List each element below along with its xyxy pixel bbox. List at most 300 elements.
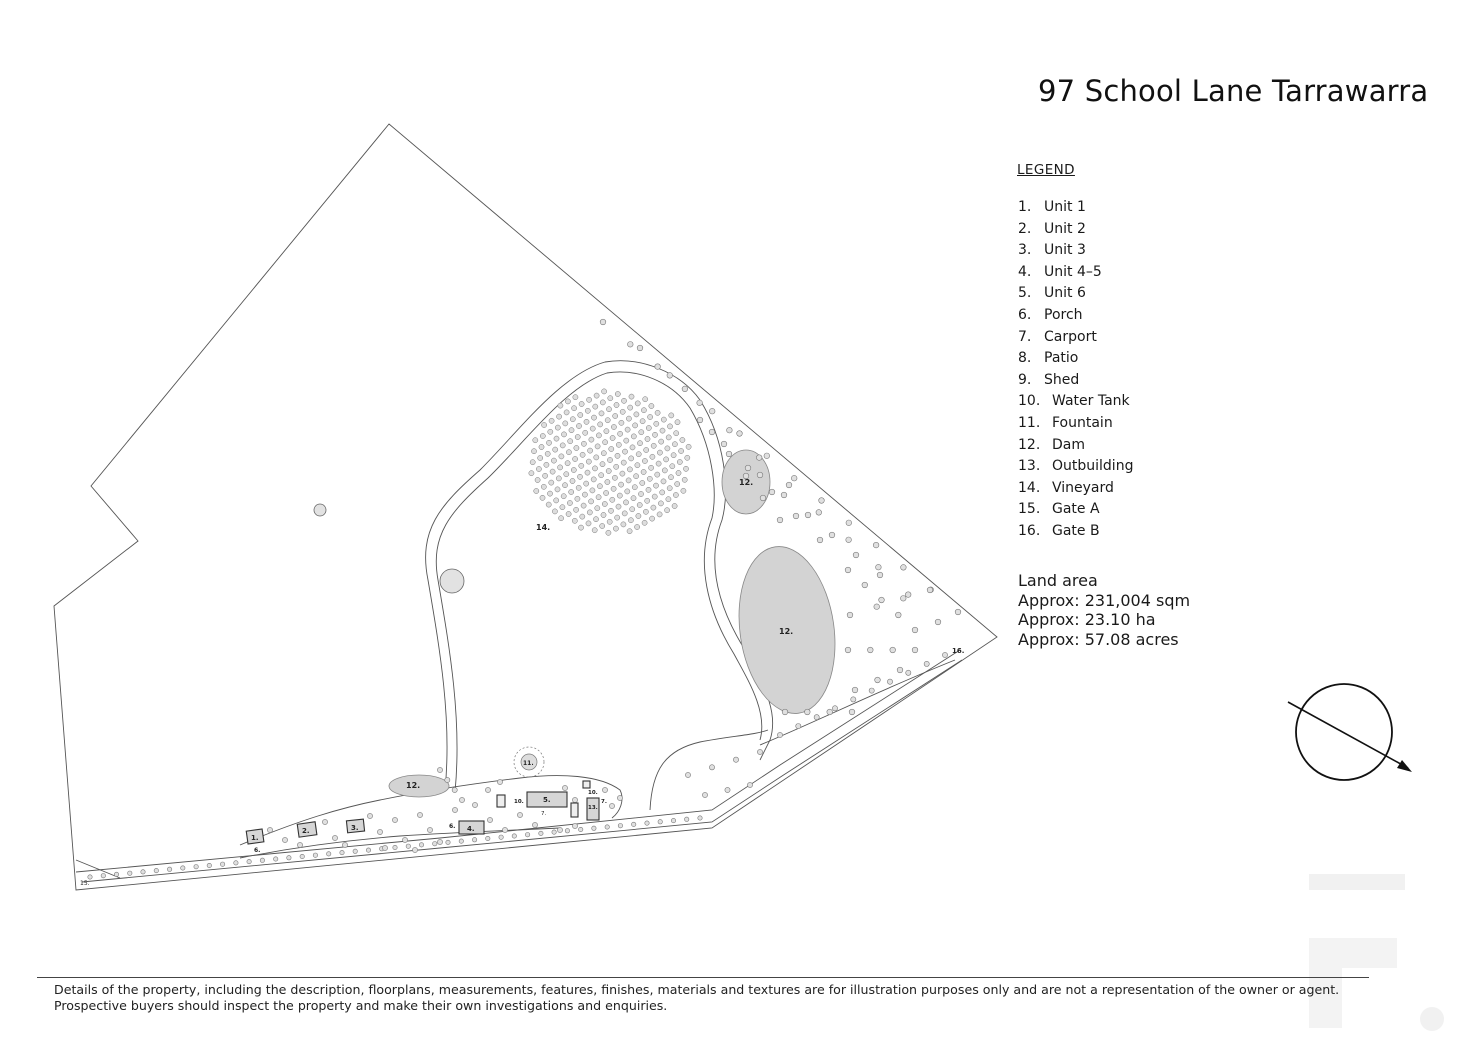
tree [846, 537, 852, 543]
tree [618, 824, 622, 828]
legend-item [1018, 240, 1133, 262]
label-porch-a: 6. [254, 847, 261, 854]
tree [819, 498, 825, 504]
tree [588, 448, 593, 453]
tree [561, 432, 566, 437]
tree [340, 850, 344, 854]
tree-cluster [88, 319, 961, 879]
tree [610, 435, 615, 440]
tree [680, 437, 685, 442]
tree [757, 749, 762, 754]
tree [817, 537, 823, 543]
tree [606, 530, 611, 535]
legend-label: Carport [1044, 328, 1097, 345]
legend-number: 11. [1018, 414, 1041, 431]
tree [846, 520, 852, 526]
tree [671, 818, 675, 822]
legend-label: Unit 6 [1044, 285, 1086, 302]
tree [657, 450, 662, 455]
tree [646, 487, 651, 492]
tree [546, 502, 551, 507]
label-carport: 7. [601, 799, 607, 805]
legend-number: 15. [1018, 501, 1041, 518]
tree [586, 521, 591, 526]
label-dam-large: 12. [779, 627, 794, 636]
solitary-tree [314, 504, 326, 516]
tree [600, 523, 605, 528]
legend-number: 7. [1018, 328, 1032, 345]
tree [614, 464, 619, 469]
tree [632, 485, 637, 490]
tree [621, 522, 626, 527]
water-tank-small [583, 781, 590, 788]
tree [327, 852, 331, 856]
tree [906, 670, 911, 675]
legend-item [1018, 521, 1133, 543]
tree [682, 477, 687, 482]
tree [847, 612, 853, 618]
tree [602, 787, 607, 792]
legend-number: 4. [1018, 263, 1032, 280]
tree [566, 450, 571, 455]
tree [625, 489, 630, 494]
tree [650, 454, 655, 459]
tree [877, 572, 883, 578]
tree [685, 455, 690, 460]
legend-label: Water Tank [1052, 393, 1130, 410]
tree [207, 863, 211, 867]
legend-item [1018, 456, 1133, 478]
tree [573, 395, 578, 400]
tree [805, 512, 811, 518]
tree [629, 456, 634, 461]
tree [697, 400, 703, 406]
tree [581, 503, 586, 508]
tree [587, 510, 592, 515]
legend-label: Patio [1044, 350, 1079, 367]
tree [551, 458, 556, 463]
tree [382, 845, 387, 850]
tree [640, 480, 645, 485]
tree [598, 422, 603, 427]
tree [845, 647, 851, 653]
legend-label: Dam [1052, 436, 1085, 453]
tree [814, 715, 819, 720]
tree [905, 592, 911, 598]
tree [377, 829, 382, 834]
legend-item [1018, 413, 1133, 435]
tree [566, 511, 571, 516]
tree [602, 389, 607, 394]
driveway-south-edge [82, 660, 962, 882]
tree [791, 475, 797, 481]
label-vineyard: 14. [536, 523, 551, 532]
tree [576, 485, 581, 490]
gate-a-flare [76, 860, 120, 878]
legend-label: Vineyard [1052, 479, 1114, 496]
tree [868, 647, 874, 653]
tree [570, 417, 575, 422]
tree [579, 401, 584, 406]
solitary-tree [440, 569, 464, 593]
tree [128, 871, 132, 875]
tree [88, 875, 92, 879]
tree [897, 667, 903, 673]
tree [639, 430, 644, 435]
label-gate-a: 15. [80, 880, 90, 887]
tree [608, 508, 613, 513]
tree [613, 413, 618, 418]
tree [760, 495, 766, 501]
label-gate-b: 16. [952, 647, 965, 655]
tree [652, 432, 657, 437]
tree [613, 526, 618, 531]
tree [901, 565, 907, 571]
tree [596, 433, 601, 438]
tree [649, 465, 654, 470]
tree [781, 492, 787, 498]
tree [601, 512, 606, 517]
tree [656, 461, 661, 466]
tree [757, 472, 763, 478]
tree [667, 424, 672, 429]
tree [546, 440, 551, 445]
tree [657, 512, 662, 517]
tree [662, 468, 667, 473]
tree [832, 706, 837, 711]
tree [114, 872, 118, 876]
tree [721, 441, 727, 447]
tree [623, 500, 628, 505]
tree [427, 827, 432, 832]
tree [437, 839, 442, 844]
tree [589, 499, 594, 504]
tree [650, 516, 655, 521]
tree [417, 812, 422, 817]
tree [642, 520, 647, 525]
tree [486, 836, 490, 840]
tree [627, 529, 632, 534]
legend-label: Unit 4–5 [1044, 263, 1102, 280]
tree [777, 732, 782, 737]
tree [786, 482, 792, 488]
tree [367, 813, 372, 818]
tree [622, 449, 627, 454]
legend-label: Unit 1 [1044, 199, 1086, 215]
legend-item [1018, 283, 1133, 305]
tree [641, 469, 646, 474]
tree [634, 474, 639, 479]
tree [565, 461, 570, 466]
tree [671, 453, 676, 458]
tree [569, 489, 574, 494]
tree [459, 839, 463, 843]
tree [167, 867, 171, 871]
tree [544, 462, 549, 467]
tree [591, 477, 596, 482]
tree [805, 709, 811, 715]
tree [595, 444, 600, 449]
tree [600, 319, 606, 325]
tree [664, 457, 669, 462]
tree [927, 587, 933, 593]
tree [670, 464, 675, 469]
tree [517, 812, 522, 817]
tree [459, 797, 464, 802]
tree [645, 436, 650, 441]
legend-item [1018, 370, 1133, 392]
tree [924, 661, 929, 666]
tree [571, 467, 576, 472]
tree [578, 525, 583, 530]
tree [606, 468, 611, 473]
tree [234, 861, 238, 865]
tree [624, 438, 629, 443]
tree [572, 406, 577, 411]
legend-number: 8. [1018, 350, 1032, 367]
tree [568, 439, 573, 444]
tree [651, 443, 656, 448]
legend-item [1018, 391, 1133, 413]
tree [669, 413, 674, 418]
tree [260, 858, 264, 862]
tree [564, 410, 569, 415]
disclaimer-line: Prospective buyers should inspect the property and make their own investigations and enquiries. [54, 998, 668, 1013]
tree [879, 597, 885, 603]
tree [604, 429, 609, 434]
tree [181, 866, 185, 870]
tree [402, 837, 407, 842]
legend-item [1018, 435, 1133, 457]
tree [672, 503, 677, 508]
label-unit-1: 1. [251, 834, 259, 842]
tree [562, 785, 567, 790]
tree [552, 509, 557, 514]
tree [599, 473, 604, 478]
tree [541, 484, 546, 489]
tree [942, 652, 947, 657]
tree [313, 853, 317, 857]
tree [635, 524, 640, 529]
legend-number: 5. [1018, 285, 1032, 302]
tree [247, 859, 251, 863]
legend-item [1018, 478, 1133, 500]
tree [353, 849, 357, 853]
tree [512, 834, 516, 838]
tree [617, 795, 622, 800]
tree [874, 604, 880, 610]
tree [673, 492, 678, 497]
tree [577, 474, 582, 479]
tree [632, 822, 636, 826]
tree [499, 835, 503, 839]
tree [538, 455, 543, 460]
tree [829, 532, 835, 538]
tree [631, 496, 636, 501]
tree [615, 453, 620, 458]
tree [584, 419, 589, 424]
tree [679, 448, 684, 453]
tree [629, 394, 634, 399]
tree [578, 412, 583, 417]
tree [472, 838, 476, 842]
tree [545, 451, 550, 456]
tree [622, 511, 627, 516]
tree [616, 442, 621, 447]
tree [300, 854, 304, 858]
tree [630, 507, 635, 512]
tree [574, 507, 579, 512]
tree [645, 821, 649, 825]
tree [615, 515, 620, 520]
legend-item [1018, 499, 1133, 521]
tree [573, 456, 578, 461]
tree [912, 647, 918, 653]
tree [601, 451, 606, 456]
tree [645, 498, 650, 503]
tree [590, 488, 595, 493]
property-boundary [54, 124, 997, 890]
tree [553, 447, 558, 452]
tree [849, 709, 855, 715]
vineyard [529, 389, 691, 536]
legend-item [1018, 197, 1133, 219]
tree [633, 423, 638, 428]
tree [529, 471, 534, 476]
tree [565, 829, 569, 833]
tree [676, 470, 681, 475]
tree [698, 816, 702, 820]
tree [733, 757, 738, 762]
tree [579, 827, 583, 831]
tree [726, 451, 732, 457]
tree [194, 865, 198, 869]
tree [764, 453, 770, 459]
tree [559, 516, 564, 521]
tree [549, 480, 554, 485]
tree [852, 687, 858, 693]
tree [616, 504, 621, 509]
label-water-tank-b: 10. [588, 790, 598, 796]
tree [667, 373, 673, 379]
tree [589, 437, 594, 442]
legend-number: 9. [1018, 371, 1032, 388]
tree [554, 436, 559, 441]
tree [674, 431, 679, 436]
tree [628, 405, 633, 410]
tree [322, 819, 327, 824]
tree [609, 446, 614, 451]
tree [637, 345, 643, 351]
tree [606, 407, 611, 412]
tree [661, 417, 666, 422]
legend-number: 2. [1018, 220, 1032, 237]
tree [603, 440, 608, 445]
tree [862, 582, 868, 588]
tree [747, 782, 752, 787]
label-dam-house: 12. [406, 781, 421, 790]
label-water-tank-a: 10. [514, 799, 524, 805]
tree [615, 391, 620, 396]
legend-label: Gate A [1052, 501, 1100, 518]
tree [342, 842, 347, 847]
tree [576, 423, 581, 428]
tree [876, 564, 882, 570]
carport [571, 803, 578, 817]
tree [548, 429, 553, 434]
tree [554, 498, 559, 503]
tree [274, 857, 278, 861]
tree [651, 505, 656, 510]
tree [611, 424, 616, 429]
label-outbuilding: 13. [588, 805, 598, 811]
disclaimer-line: Details of the property, including the description, floorplans, measurements, features, finishes, materials and textures are for illustration purposes only and are not a representation of the owner or agent. [54, 982, 1340, 997]
tree [602, 501, 607, 506]
tree [392, 817, 397, 822]
tree [869, 688, 874, 693]
tree [793, 513, 799, 519]
legend-number: 3. [1018, 242, 1032, 259]
tree [559, 454, 564, 459]
tree [297, 842, 302, 847]
tree [644, 447, 649, 452]
legend-label: Unit 2 [1044, 220, 1086, 237]
tree [583, 430, 588, 435]
tree [745, 465, 751, 471]
tree [533, 438, 538, 443]
tree [652, 494, 657, 499]
tree [816, 510, 822, 516]
tree [620, 471, 625, 476]
tree [614, 402, 619, 407]
tree [845, 567, 851, 573]
tree [641, 408, 646, 413]
tree [702, 792, 707, 797]
tree [621, 398, 626, 403]
tree [625, 427, 630, 432]
tree [536, 466, 541, 471]
legend-label: Gate B [1052, 522, 1100, 539]
tree [585, 408, 590, 413]
tree [552, 830, 556, 834]
legend-number: 6. [1018, 306, 1032, 323]
tree [709, 429, 715, 435]
legend-label: Shed [1044, 371, 1080, 388]
tree [605, 825, 609, 829]
tree [542, 422, 547, 427]
label-unit-6: 5. [543, 796, 551, 804]
tree [560, 505, 565, 510]
brand-watermark [1309, 874, 1405, 890]
tree [585, 470, 590, 475]
tree [607, 519, 612, 524]
tree [557, 827, 562, 832]
tree [141, 870, 145, 874]
tree [570, 478, 575, 483]
tree [935, 619, 941, 625]
north-arrow-icon [1280, 680, 1420, 790]
tree [530, 460, 535, 465]
tree [677, 459, 682, 464]
tree [756, 455, 762, 461]
tree [655, 364, 661, 370]
tree [665, 446, 670, 451]
label-unit-4-5: 4. [467, 825, 475, 833]
tree [580, 452, 585, 457]
tree [618, 431, 623, 436]
tree [649, 403, 654, 408]
tree [637, 502, 642, 507]
